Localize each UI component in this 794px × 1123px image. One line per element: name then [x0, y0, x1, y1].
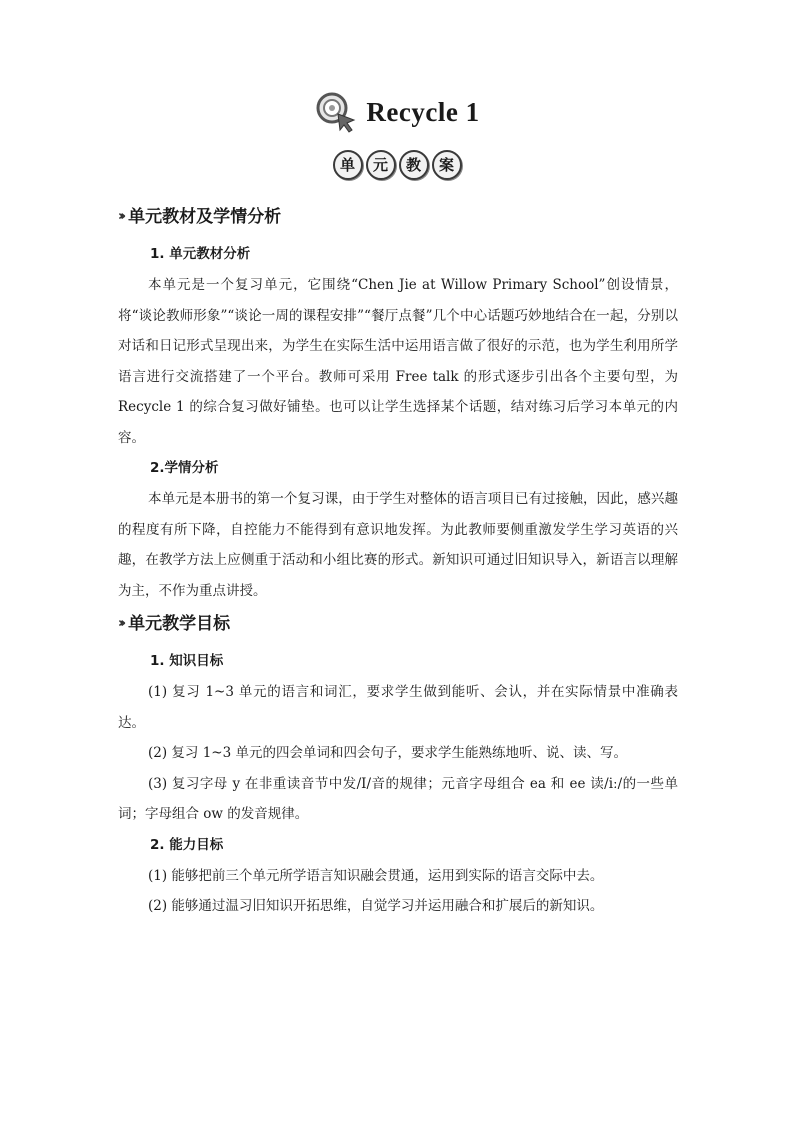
section-heading-text: 单元教学目标	[128, 614, 231, 634]
subsection-title: 2.学情分析	[150, 460, 219, 476]
paragraph: 本单元是本册书的第一个复习课，由于学生对整体的语言项目已有过接触，因此，感兴趣的程度有所下降，自控能力不能得到有意识地发挥。为此教师要侧重激发学生学习英语的兴趣，在教学方法上应侧重于活动和小组比赛的形式。新知识可通过旧知识导入，新语言以理解为主，不作为重点讲授。	[118, 491, 678, 599]
double-chevron-icon: ›››	[118, 616, 123, 631]
section-heading	[118, 203, 678, 231]
list-item: (3) 复习字母 y 在非重读音节中发/I/音的规律；元音字母组合 ea 和 ee 读/iː/的一些单词；字母组合 ow 的发音规律。	[118, 775, 678, 822]
title-row	[0, 90, 794, 134]
double-chevron-icon: ›››	[118, 209, 123, 224]
subsection-title: 1. 单元教材分析	[150, 246, 251, 262]
section-heading-text: 单元教材及学情分析	[128, 207, 282, 227]
badge-char: 单	[333, 150, 363, 180]
unit-lesson-badge	[329, 148, 466, 182]
section-heading	[118, 610, 678, 638]
list-item: (1) 能够把前三个单元所学语言知识融会贯通，运用到实际的语言交际中去。	[148, 867, 604, 884]
badge-char: 元	[366, 150, 396, 180]
document-body	[118, 203, 678, 922]
badge-row	[0, 148, 794, 182]
paragraph: 本单元是一个复习单元，它围绕“Chen Jie at Willow Primary School”创设情景，将“谈论教师形象”“谈论一周的课程安排”“餐厅点餐”几个中心话题巧妙地结合在一起，分别以对话和日记形式呈现出来，为学生在实际生活中运用语言做了很好的示范，也为学生利用所学语言进行交流搭建了一个平台。教师可采用 Free talk 的形式逐步引出各个主要句型，为 Recycle 1 的综合复习做好铺垫。也可以让学生选择某个话题，结对练习后学习本单元的内容。	[118, 277, 678, 446]
subsection-title: 1. 知识目标	[150, 653, 224, 669]
page-title: Recycle 1	[366, 96, 480, 127]
badge-char: 案	[432, 150, 462, 180]
list-item: (2) 能够通过温习旧知识开拓思维，自觉学习并运用融合和扩展后的新知识。	[148, 898, 604, 914]
badge-char: 教	[399, 150, 429, 180]
list-item: (2) 复习 1~3 单元的四会单词和四会句子，要求学生能熟练地听、说、读、写。	[148, 745, 627, 761]
list-item: (1) 复习 1~3 单元的语言和词汇，要求学生做到能听、会认，并在实际情景中准确表达。	[118, 684, 678, 731]
subsection-title: 2. 能力目标	[150, 836, 224, 853]
magnifier-cursor-icon	[314, 90, 358, 134]
